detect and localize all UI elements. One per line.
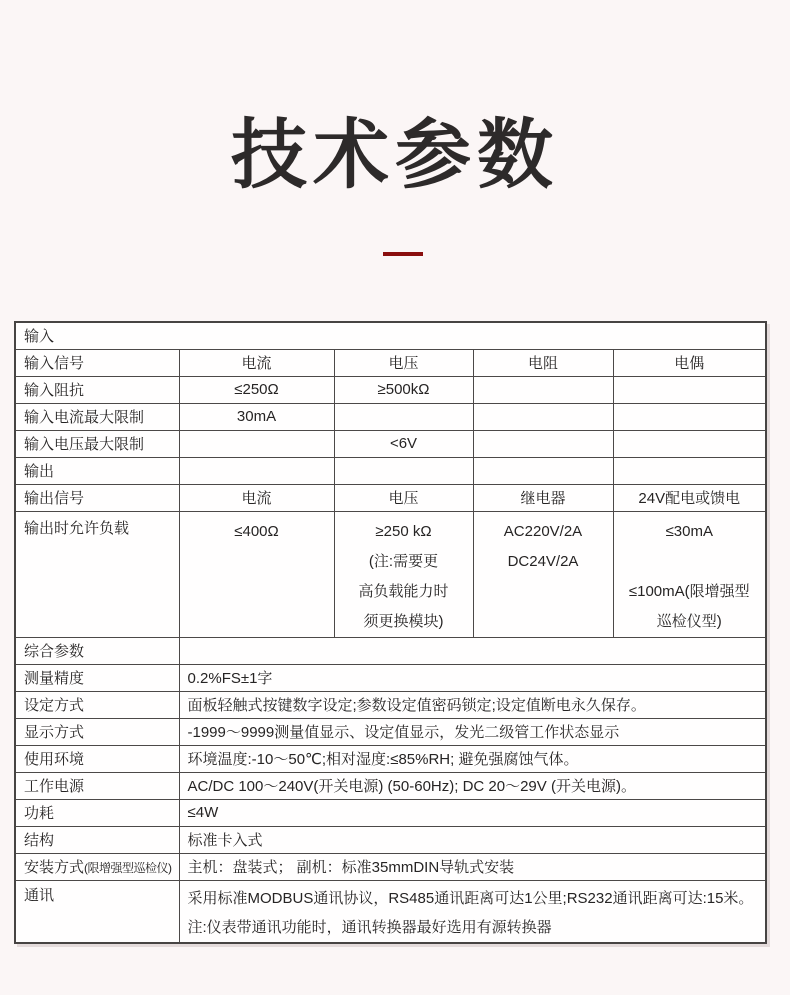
output-load-power24v-line	[614, 547, 766, 577]
cell-input-max-voltage-thermocouple	[613, 430, 766, 457]
row-communication	[15, 880, 766, 943]
cell-output-signal-voltage: 电压	[334, 484, 473, 511]
communication-value-line: 采用标准MODBUS通讯协议，RS485通讯距离可达1公里;RS232通讯距离可达:15米。	[187, 889, 754, 907]
cell-structure-value: 标准卡入式	[179, 826, 766, 853]
spec-table	[14, 321, 767, 944]
cell-power-consumption-label: 功耗	[15, 799, 179, 826]
output-load-power24v-line: ≤30mA	[665, 522, 713, 540]
row-setting-method	[15, 691, 766, 718]
cell-input-impedance-current: ≤250Ω	[179, 376, 334, 403]
communication-value-line: 注:仪表带通讯功能时，通讯转换器最好选用有源转换器	[187, 918, 552, 936]
row-output-load	[15, 511, 766, 637]
row-input-impedance	[15, 376, 766, 403]
row-display-method	[15, 718, 766, 745]
output-load-relay-line: DC24V/2A	[507, 552, 579, 570]
cell-output-load-current	[179, 511, 334, 637]
cell-output-section-c3	[473, 457, 613, 484]
cell-input-section-label: 输入	[15, 322, 766, 349]
cell-input-signal-thermocouple: 电偶	[613, 349, 766, 376]
cell-input-max-voltage-label: 输入电压最大限制	[15, 430, 179, 457]
cell-output-signal-current: 电流	[179, 484, 334, 511]
cell-input-impedance-thermocouple	[613, 376, 766, 403]
cell-structure-label: 结构	[15, 826, 179, 853]
row-input-max-current	[15, 403, 766, 430]
output-load-voltage-line: ≥250 kΩ	[375, 522, 432, 540]
cell-output-section-c1	[179, 457, 334, 484]
cell-power-supply-value: AC/DC 100～240V(开关电源) (50-60Hz); DC 20～29V (开关电源)。	[179, 772, 766, 799]
output-load-relay-line: AC220V/2A	[503, 522, 583, 540]
cell-display-method-label: 显示方式	[15, 718, 179, 745]
output-load-voltage-line: 高负载能力时	[358, 582, 449, 600]
row-input-max-voltage	[15, 430, 766, 457]
cell-input-max-voltage-resistance	[473, 430, 613, 457]
cell-mounting-value: 主机：盘装式； 副机：标准35mmDIN导轨式安装	[179, 853, 766, 880]
cell-power-consumption-value: ≤4W	[179, 799, 766, 826]
row-output-signal	[15, 484, 766, 511]
mounting-label-text: 安装方式	[24, 859, 85, 876]
cell-input-signal-label: 输入信号	[15, 349, 179, 376]
row-power-supply	[15, 772, 766, 799]
cell-input-max-voltage-current	[179, 430, 334, 457]
row-structure	[15, 826, 766, 853]
cell-input-max-current-label: 输入电流最大限制	[15, 403, 179, 430]
cell-input-signal-resistance: 电阻	[473, 349, 613, 376]
row-environment	[15, 745, 766, 772]
output-load-voltage-line: 须更换模块)	[363, 612, 444, 630]
cell-output-load-label: 输出时允许负载	[15, 511, 179, 637]
cell-environment-label: 使用环境	[15, 745, 179, 772]
cell-input-impedance-voltage: ≥500kΩ	[334, 376, 473, 403]
cell-input-signal-current: 电流	[179, 349, 334, 376]
cell-output-signal-label: 输出信号	[15, 484, 179, 511]
cell-environment-value: 环境温度:-10～50℃;相对湿度:≤85%RH; 避免强腐蚀气体。	[179, 745, 766, 772]
output-load-voltage-line: (注:需要更	[368, 552, 439, 570]
cell-input-max-current-voltage	[334, 403, 473, 430]
output-load-power24v-line: ≤100mA(限增强型	[628, 582, 750, 600]
cell-mounting-label	[15, 853, 179, 880]
row-accuracy	[15, 664, 766, 691]
output-load-power24v-line: 巡检仪型)	[656, 612, 722, 630]
output-load-current-line: ≤400Ω	[234, 522, 279, 540]
cell-input-impedance-resistance	[473, 376, 613, 403]
cell-output-section-c4	[613, 457, 766, 484]
cell-output-load-power24v	[613, 511, 766, 637]
cell-input-signal-voltage: 电压	[334, 349, 473, 376]
row-input-section	[15, 322, 766, 349]
row-general-section	[15, 637, 766, 664]
cell-setting-method-value: 面板轻触式按键数字设定;参数设定值密码锁定;设定值断电永久保存。	[179, 691, 766, 718]
row-power-consumption	[15, 799, 766, 826]
mounting-label-note: (限增强型巡检仪)	[84, 861, 172, 875]
page-title: 技术参数	[231, 113, 559, 198]
cell-communication-label: 通讯	[15, 880, 179, 943]
row-input-signal	[15, 349, 766, 376]
cell-input-max-voltage-voltage: <6V	[334, 430, 473, 457]
cell-communication-value	[179, 880, 766, 943]
cell-input-impedance-label: 输入阻抗	[15, 376, 179, 403]
cell-output-signal-power24v: 24V配电或馈电	[613, 484, 766, 511]
cell-output-section-c2	[334, 457, 473, 484]
cell-input-max-current-thermocouple	[613, 403, 766, 430]
cell-general-section-label: 综合参数	[15, 637, 179, 664]
cell-input-max-current-current: 30mA	[179, 403, 334, 430]
cell-setting-method-label: 设定方式	[15, 691, 179, 718]
cell-output-signal-relay: 继电器	[473, 484, 613, 511]
row-mounting	[15, 853, 766, 880]
cell-output-section-label: 输出	[15, 457, 179, 484]
cell-output-load-voltage	[334, 511, 473, 637]
cell-power-supply-label: 工作电源	[15, 772, 179, 799]
cell-input-max-current-resistance	[473, 403, 613, 430]
row-output-section	[15, 457, 766, 484]
cell-output-load-relay	[473, 511, 613, 637]
cell-accuracy-value: 0.2%FS±1字	[179, 664, 766, 691]
cell-accuracy-label: 测量精度	[15, 664, 179, 691]
cell-general-section-value	[179, 637, 766, 664]
title-divider	[383, 252, 423, 256]
cell-display-method-value: -1999～9999测量值显示、设定值显示，发光二级管工作状态显示	[179, 718, 766, 745]
